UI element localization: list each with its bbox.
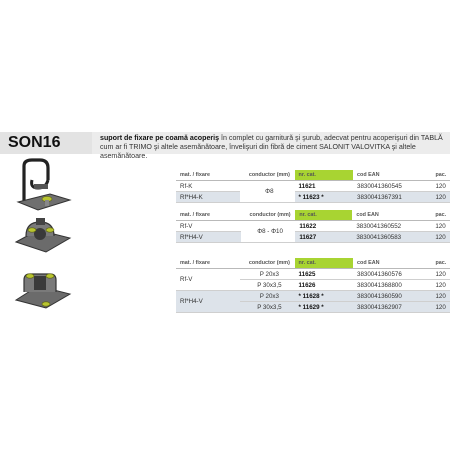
- cell-conductor: P 30x3,5: [240, 280, 294, 291]
- header-mat: mat. / fixare: [176, 170, 240, 181]
- header-cat: nr. cat.: [295, 170, 354, 181]
- cell-pac: 120: [431, 302, 450, 313]
- table-header-row: [176, 170, 450, 181]
- header-conductor: conductor (mm): [241, 210, 296, 221]
- cell-conductor: P 30x3,5: [240, 302, 294, 313]
- cell-conductor: Φ8: [240, 181, 294, 203]
- cell-pac: 120: [431, 192, 450, 203]
- table-header-row: [176, 210, 450, 221]
- header-ean: cod EAN: [353, 258, 431, 269]
- table-row: [176, 232, 450, 243]
- product-code: SON16: [8, 134, 61, 151]
- table-header-row: [176, 258, 450, 269]
- cell-cat: 11622: [295, 221, 352, 232]
- header-cat: nr. cat.: [295, 258, 354, 269]
- header-cat: nr. cat.: [295, 210, 352, 221]
- header-mat: mat. / fixare: [176, 210, 241, 221]
- product-images: [10, 158, 86, 328]
- header-ean: cod EAN: [352, 210, 431, 221]
- table-row: [176, 291, 450, 302]
- spec-table-3: [176, 258, 450, 313]
- cell-ean: 3830041368800: [353, 280, 431, 291]
- cell-mat: Rf*H4-V: [176, 232, 241, 243]
- product-code-box: [0, 132, 92, 154]
- cell-mat: Rf*H4-V: [176, 291, 240, 313]
- header-pac: pac.: [431, 210, 450, 221]
- cell-ean: 3830041362907: [353, 302, 431, 313]
- cell-mat: Rf-V: [176, 221, 241, 232]
- cell-cat: 11625: [295, 269, 354, 280]
- cell-conductor: P 20x3: [240, 291, 294, 302]
- cell-mat: Rf*H4-K: [176, 192, 240, 203]
- table-row: [176, 269, 450, 280]
- cell-pac: 120: [431, 269, 450, 280]
- header-conductor: conductor (mm): [240, 170, 294, 181]
- ridge-clip-flat-image: [16, 274, 70, 308]
- cell-ean: 3830041360552: [352, 221, 431, 232]
- cell-ean: 3830041360583: [352, 232, 431, 243]
- ridge-clip-hook-image: [18, 160, 70, 210]
- spec-table-1: [176, 170, 450, 203]
- header-conductor: conductor (mm): [240, 258, 294, 269]
- spec-table-2: [176, 210, 450, 243]
- product-description: [100, 134, 446, 161]
- cell-cat: 11627: [295, 232, 352, 243]
- header-pac: pac.: [431, 170, 450, 181]
- cell-cat: * 11629 *: [295, 302, 354, 313]
- cell-mat: Rf-V: [176, 269, 240, 291]
- cell-pac: 120: [431, 232, 450, 243]
- cell-mat: Rf-K: [176, 181, 240, 192]
- cell-pac: 120: [431, 291, 450, 302]
- cell-ean: 3830041367391: [353, 192, 431, 203]
- table-row: [176, 181, 450, 192]
- cell-cat: 11621: [295, 181, 354, 192]
- cell-cat: 11626: [295, 280, 354, 291]
- header-mat: mat. / fixare: [176, 258, 240, 269]
- cell-ean: 3830041360576: [353, 269, 431, 280]
- header-ean: cod EAN: [353, 170, 431, 181]
- description-bold: suport de fixare pe coamă acoperiş: [100, 134, 220, 142]
- cell-conductor: Φ8 - Φ10: [241, 221, 296, 243]
- description-text: în complet cu garnitură şi şurub, adecvat pentru acoperişuri din TABLĂ cum ar fi TRIMO şi altele asemănătoare, învelişuri din fibră de ciment SALONIT VALOVITKA şi altele asemănătoare.: [100, 134, 443, 160]
- cell-pac: 120: [431, 280, 450, 291]
- cell-conductor: P 20x3: [240, 269, 294, 280]
- cell-ean: 3830041360545: [353, 181, 431, 192]
- cell-cat: * 11628 *: [295, 291, 354, 302]
- cell-ean: 3830041360590: [353, 291, 431, 302]
- table-row: [176, 221, 450, 232]
- cell-pac: 120: [431, 181, 450, 192]
- table-row: [176, 192, 450, 203]
- cell-cat: * 11623 *: [295, 192, 354, 203]
- ridge-clip-round-image: [16, 218, 70, 252]
- cell-pac: 120: [431, 221, 450, 232]
- header-pac: pac.: [431, 258, 450, 269]
